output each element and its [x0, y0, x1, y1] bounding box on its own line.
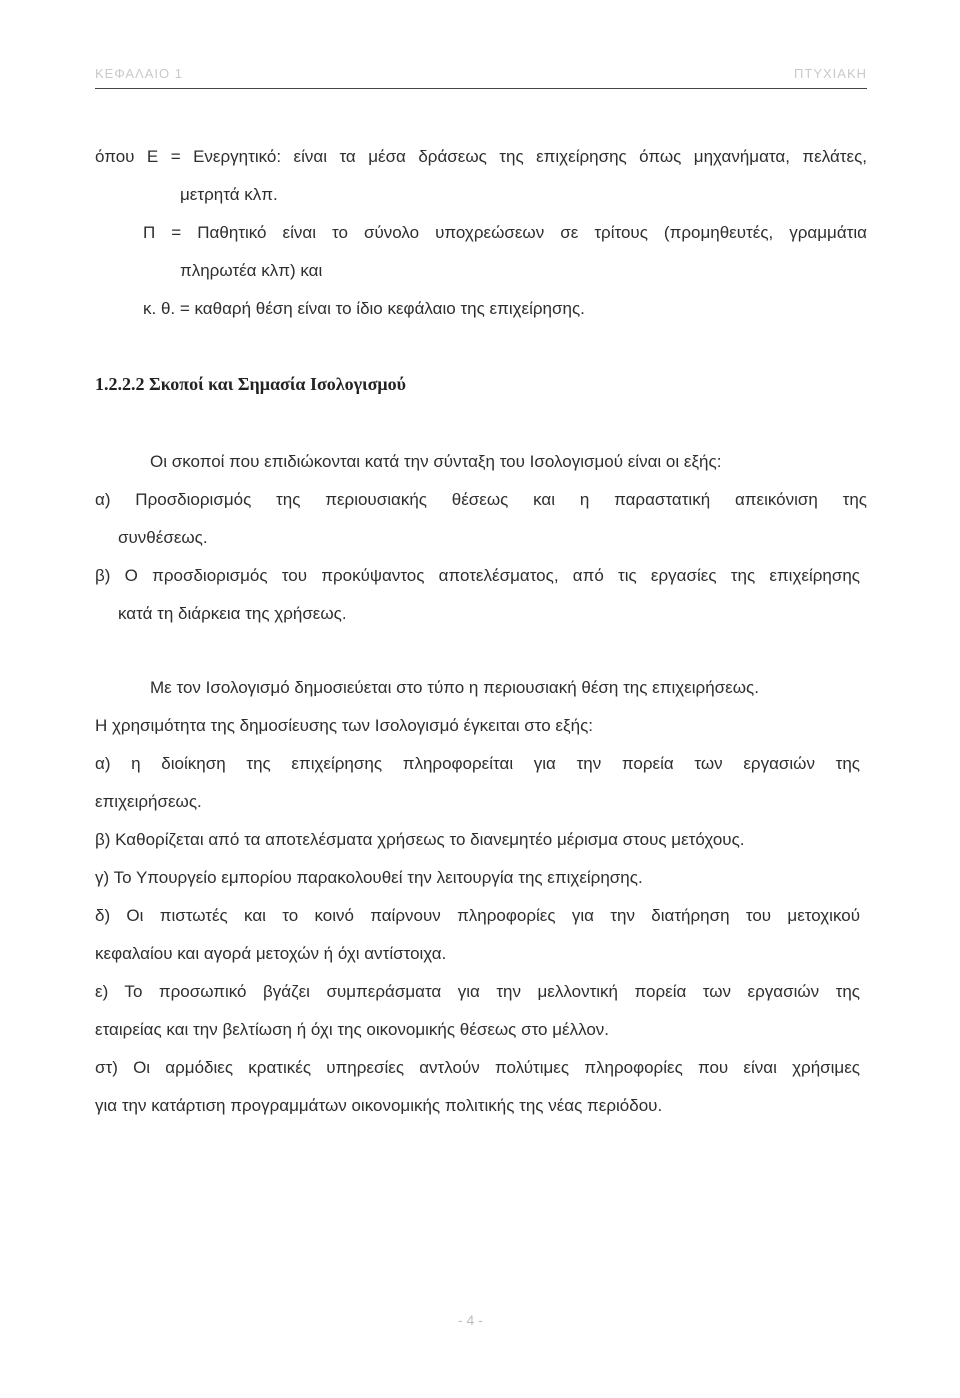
use-e-line2: εταιρείας και την βελτίωση ή όχι της οικονομικής θέσεως στο μέλλον.	[95, 1020, 610, 1039]
definition-liabilities-line2: πληρωτέα κλπ) και	[180, 261, 323, 280]
use-a-line1: α) η διοίκηση της επιχείρησης πληροφορείται για την πορεία των εργασιών της	[95, 754, 860, 773]
purpose-b-line2: κατά τη διάρκεια της χρήσεως.	[118, 604, 347, 623]
header-title: ΠΤΥΧΙΑΚΗ	[793, 66, 867, 81]
definition-liabilities-line1: Π = Παθητικό είναι το σύνολο υποχρεώσεων σε τρίτους (προμηθευτές, γραμμάτια	[143, 223, 867, 242]
definition-assets-line1: όπου Ε = Ενεργητικό: είναι τα μέσα δράσεως της επιχείρησης όπως μηχανήματα, πελάτες,	[95, 147, 867, 166]
purpose-a-line2: συνθέσεως.	[118, 528, 208, 547]
page-number: - 4 -	[458, 1312, 483, 1328]
use-g: γ) Το Υπουργείο εμπορίου παρακολουθεί την λειτουργία της επιχείρησης.	[95, 868, 643, 887]
running-header	[95, 62, 867, 92]
header-chapter: ΚΕΦΑΛΑΙΟ 1	[95, 66, 183, 81]
use-b: β) Καθορίζεται από τα αποτελέσματα χρήσεως το διανεμητέο μέρισμα στους μετόχους.	[95, 830, 745, 849]
definition-equity: κ. θ. = καθαρή θέση είναι το ίδιο κεφάλαιο της επιχείρησης.	[143, 299, 585, 318]
definition-assets-line2: μετρητά κλπ.	[180, 185, 278, 204]
publication-usefulness: Η χρησιμότητα της δημοσίευσης των Ισολογισμό έγκειται στο εξής:	[95, 716, 593, 735]
use-e-line1: ε) Το προσωπικό βγάζει συμπεράσματα για την μελλοντική πορεία των εργασιών της	[95, 982, 860, 1001]
use-d-line1: δ) Οι πιστωτές και το κοινό παίρνουν πληροφορίες για την διατήρηση του μετοχικού	[95, 906, 860, 925]
section-intro: Οι σκοποί που επιδιώκονται κατά την σύνταξη του Ισολογισμού είναι οι εξής:	[150, 452, 722, 471]
purpose-a-line1: α) Προσδιορισμός της περιουσιακής θέσεως και η παραστατική απεικόνιση της	[95, 490, 867, 509]
use-a-line2: επιχειρήσεως.	[95, 792, 202, 811]
use-st-line1: στ) Οι αρμόδιες κρατικές υπηρεσίες αντλούν πολύτιμες πληροφορίες που είναι χρήσιμες	[95, 1058, 860, 1077]
use-d-line2: κεφαλαίου και αγορά μετοχών ή όχι αντίστοιχα.	[95, 944, 447, 963]
purpose-b-line1: β) Ο προσδιορισμός του προκύψαντος αποτελέσματος, από τις εργασίες της επιχείρησης	[95, 566, 860, 585]
publication-intro: Με τον Ισολογισμό δημοσιεύεται στο τύπο η περιουσιακή θέση της επιχειρήσεως.	[150, 678, 759, 697]
use-st-line2: για την κατάρτιση προγραμμάτων οικονομικής πολιτικής της νέας περιόδου.	[95, 1096, 663, 1115]
section-heading: 1.2.2.2 Σκοποί και Σημασία Ισολογισμού	[95, 374, 406, 394]
header-rule	[95, 88, 867, 89]
